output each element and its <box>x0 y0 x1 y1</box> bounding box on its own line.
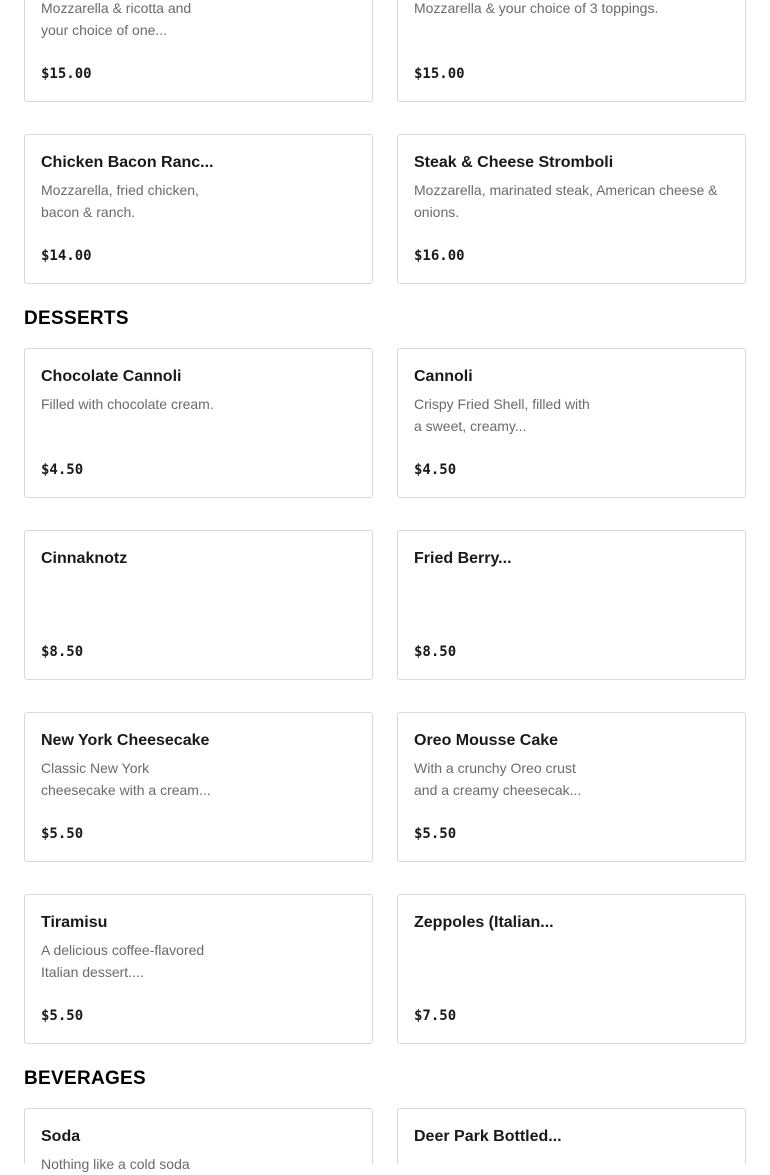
item-price: $15.00 <box>41 66 92 82</box>
item-price: $5.50 <box>414 826 457 842</box>
menu-item-card[interactable] <box>24 134 373 284</box>
item-description: Nothing like a cold soda <box>41 1156 190 1172</box>
item-description: With a crunchy Oreo crust and a creamy cheesecak... <box>414 760 582 798</box>
menu-item-card[interactable] <box>24 1108 373 1172</box>
item-price: $5.50 <box>41 1008 84 1024</box>
menu-item-card[interactable] <box>397 894 746 1044</box>
menu-item-card[interactable] <box>397 0 746 102</box>
item-description: Mozzarella, fried chicken, bacon & ranch. <box>41 182 199 220</box>
section-title-beverages: BEVERAGES <box>24 1068 147 1089</box>
item-price: $4.50 <box>41 462 84 478</box>
menu-item-card[interactable] <box>397 530 746 680</box>
menu-item-card[interactable] <box>397 712 746 862</box>
item-price: $4.50 <box>414 462 457 478</box>
item-price: $8.50 <box>41 644 84 660</box>
menu-item-card[interactable] <box>397 348 746 498</box>
item-price: $7.50 <box>414 1008 457 1024</box>
section-title-desserts: DESSERTS <box>24 308 129 329</box>
item-description: Mozzarella & your choice of 3 toppings. <box>414 0 659 16</box>
item-description: Filled with chocolate cream. <box>41 396 214 412</box>
item-name: Oreo Mousse Cake <box>414 732 559 749</box>
item-description: Mozzarella & ricotta and your choice of one... <box>41 0 192 38</box>
item-name: Cinnaknotz <box>41 550 128 567</box>
menu-item-card[interactable] <box>24 530 373 680</box>
item-price: $8.50 <box>414 644 457 660</box>
item-price: $15.00 <box>414 66 465 82</box>
item-description: A delicious coffee-flavored Italian dessert.... <box>41 942 205 980</box>
item-name: Deer Park Bottled... <box>414 1128 562 1145</box>
menu-item-card[interactable] <box>397 134 746 284</box>
item-description: Mozzarella, marinated steak, American cheese & onions. <box>414 182 718 220</box>
item-name: Chocolate Cannoli <box>41 368 182 385</box>
item-price: $14.00 <box>41 248 92 264</box>
menu-item-card[interactable] <box>24 712 373 862</box>
item-name: Soda <box>41 1128 81 1145</box>
item-price: $5.50 <box>41 826 84 842</box>
menu-item-card[interactable] <box>397 1108 746 1164</box>
item-name: Chicken Bacon Ranc... <box>41 154 214 171</box>
item-name: Zeppoles (Italian... <box>414 914 554 931</box>
item-name: Fried Berry... <box>414 550 512 567</box>
item-description: Classic New York cheesecake with a cream... <box>41 760 211 798</box>
item-price: $16.00 <box>414 248 465 264</box>
item-name: Cannoli <box>414 368 473 385</box>
item-name: Tiramisu <box>41 914 108 931</box>
menu-item-card[interactable] <box>24 348 373 498</box>
item-name: New York Cheesecake <box>41 732 210 749</box>
menu-item-card[interactable] <box>24 0 373 102</box>
item-description: Crispy Fried Shell, filled with a sweet, creamy... <box>414 396 590 434</box>
menu-item-card[interactable] <box>24 894 373 1044</box>
item-name: Steak & Cheese Stromboli <box>414 154 614 171</box>
